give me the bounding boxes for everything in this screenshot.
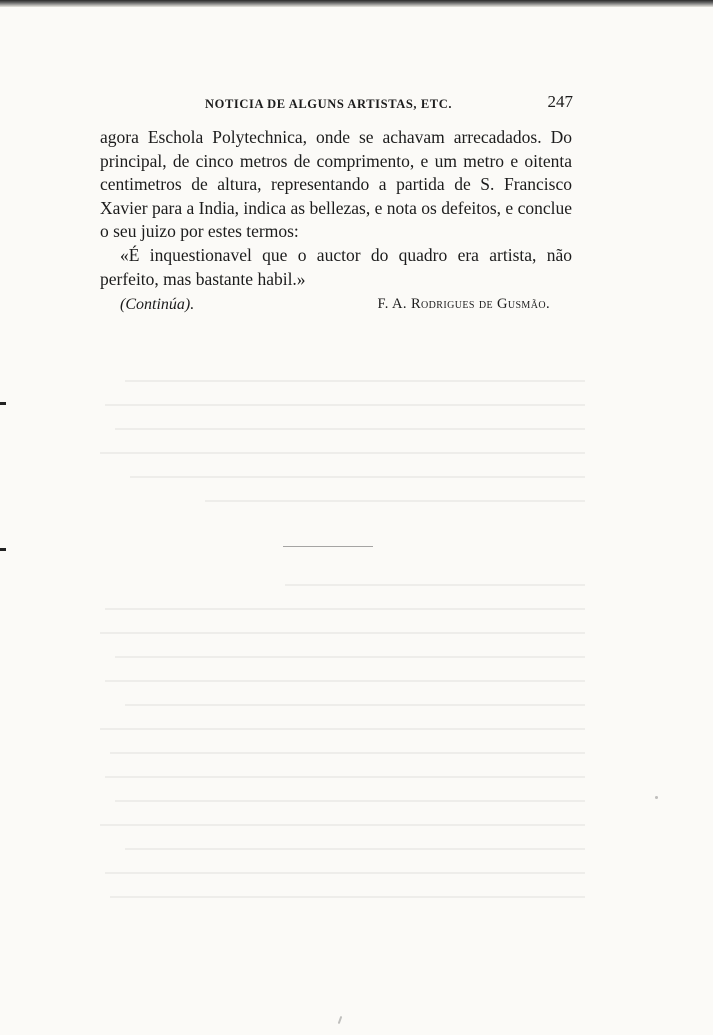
running-head	[205, 92, 575, 114]
running-title: NOTICIA DE ALGUNS ARTISTAS, ETC.	[205, 97, 453, 111]
author-signature: F. A. Rodrigues de Gusmão.	[377, 296, 550, 312]
body-text	[100, 126, 572, 291]
page-number: 247	[547, 92, 573, 111]
paper-speck	[655, 796, 658, 799]
paragraph: agora Eschola Polytechnica, onde se achavam arrecadados. Do principal, de cinco metros de comprimento, e um metro e oitenta centimetros de altura, representando a partida de S. Francisco Xavier para a India, indica as bellezas, e nota os defeitos, e conclue o seu juizo por estes termos:	[100, 127, 572, 242]
paper-speck	[338, 1016, 343, 1024]
continua-note: (Continúa).	[120, 296, 195, 313]
bleed-through-texture	[95, 572, 585, 922]
page-top-edge	[0, 0, 713, 7]
margin-mark	[0, 402, 6, 405]
divider-rule	[283, 546, 373, 547]
margin-mark	[0, 548, 6, 551]
bleed-through-texture	[95, 368, 585, 528]
quote-paragraph: «É inquestionavel que o auctor do quadro era artista, não perfeito, mas bastante habil.»	[100, 244, 572, 289]
signature-line	[100, 294, 572, 316]
